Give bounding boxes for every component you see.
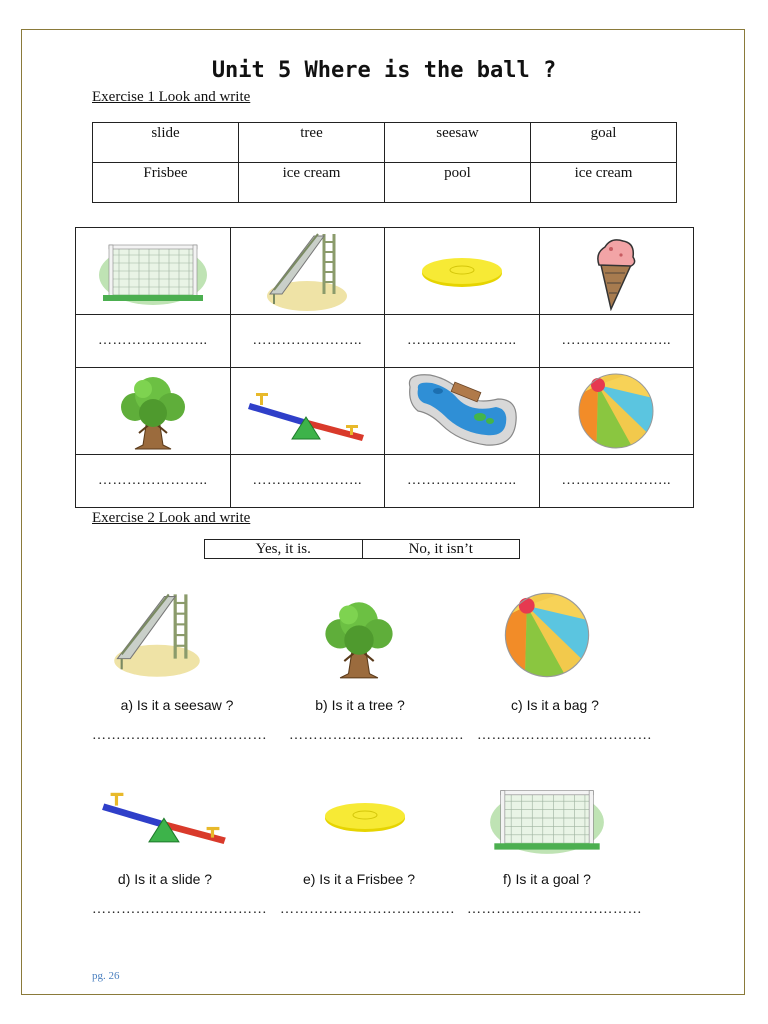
question-d: d) Is it a slide ? xyxy=(117,871,213,887)
picture-row xyxy=(76,368,694,455)
word-bank-cell: tree xyxy=(239,123,385,163)
word-bank-table xyxy=(92,122,677,203)
word-bank-cell: Frisbee xyxy=(93,163,239,203)
word-bank-cell: goal xyxy=(531,123,677,163)
answer-blank[interactable]: ………………….. xyxy=(230,315,385,368)
picture-row xyxy=(76,228,694,315)
answer-blank-f[interactable]: ……………………………… xyxy=(467,902,643,917)
word-bank-cell: pool xyxy=(385,163,531,203)
question-a-picture xyxy=(62,588,252,680)
answer-row xyxy=(76,315,694,368)
picture-cell xyxy=(76,228,231,315)
word-bank-row xyxy=(93,163,677,203)
question-f: f) Is it a goal ? xyxy=(503,871,591,887)
seesaw-picture xyxy=(95,780,235,844)
seesaw-picture xyxy=(242,381,372,441)
ice-cream-picture xyxy=(591,231,641,311)
picture-cell xyxy=(385,368,540,455)
answer-row xyxy=(76,455,694,508)
answer-options-table xyxy=(204,539,520,559)
page-number: pg. 26 xyxy=(92,970,120,982)
pool-picture xyxy=(402,369,522,453)
ball-picture xyxy=(576,371,656,451)
picture-table xyxy=(75,227,694,508)
question-f-picture xyxy=(452,780,642,856)
question-a: a) Is it a seesaw ? xyxy=(120,697,234,713)
ball-picture xyxy=(502,590,592,680)
question-b: b) Is it a tree ? xyxy=(315,697,405,713)
exercise-2-heading: Exercise 2 Look and write xyxy=(92,510,251,526)
word-bank-cell: ice cream xyxy=(239,163,385,203)
picture-cell xyxy=(76,368,231,455)
picture-cell xyxy=(539,228,694,315)
answer-blank[interactable]: ………………….. xyxy=(385,455,540,508)
question-e-picture xyxy=(270,796,460,836)
answer-option-no: No, it isn’t xyxy=(362,540,520,559)
answer-blank-c[interactable]: ……………………………… xyxy=(477,728,653,743)
word-bank-cell: slide xyxy=(93,123,239,163)
question-c: c) Is it a bag ? xyxy=(511,697,599,713)
page-title: Unit 5 Where is the ball ? xyxy=(211,58,557,83)
answer-blank[interactable]: ………………….. xyxy=(385,315,540,368)
picture-cell xyxy=(539,368,694,455)
word-bank-cell: seesaw xyxy=(385,123,531,163)
picture-cell xyxy=(230,368,385,455)
answer-blank[interactable]: ………………….. xyxy=(539,455,694,508)
answer-blank[interactable]: ………………….. xyxy=(76,315,231,368)
answer-option-yes: Yes, it is. xyxy=(205,540,363,559)
answer-blank[interactable]: ………………….. xyxy=(539,315,694,368)
answer-blank[interactable]: ………………….. xyxy=(230,455,385,508)
tree-picture xyxy=(315,596,403,680)
word-bank-cell: ice cream xyxy=(531,163,677,203)
question-b-picture xyxy=(264,596,454,680)
goal-picture xyxy=(488,780,606,856)
answer-blank-e[interactable]: ……………………………… xyxy=(280,902,456,917)
question-d-picture xyxy=(70,780,260,844)
exercise-1-heading: Exercise 1 Look and write xyxy=(92,89,251,105)
frisbee-picture xyxy=(320,796,410,836)
goal-picture xyxy=(97,235,209,307)
picture-cell xyxy=(230,228,385,315)
tree-picture xyxy=(113,371,193,451)
question-e: e) Is it a Frisbee ? xyxy=(302,871,416,887)
frisbee-picture xyxy=(417,251,507,291)
picture-cell xyxy=(385,228,540,315)
word-bank-row xyxy=(93,123,677,163)
question-c-picture xyxy=(452,590,642,680)
answer-blank-a[interactable]: ……………………………… xyxy=(92,728,268,743)
answer-blank-b[interactable]: ……………………………… xyxy=(289,728,465,743)
slide-picture xyxy=(262,228,352,314)
answer-options-row xyxy=(205,540,520,559)
answer-blank[interactable]: ………………….. xyxy=(76,455,231,508)
slide-picture xyxy=(107,588,207,680)
answer-blank-d[interactable]: ……………………………… xyxy=(92,902,268,917)
